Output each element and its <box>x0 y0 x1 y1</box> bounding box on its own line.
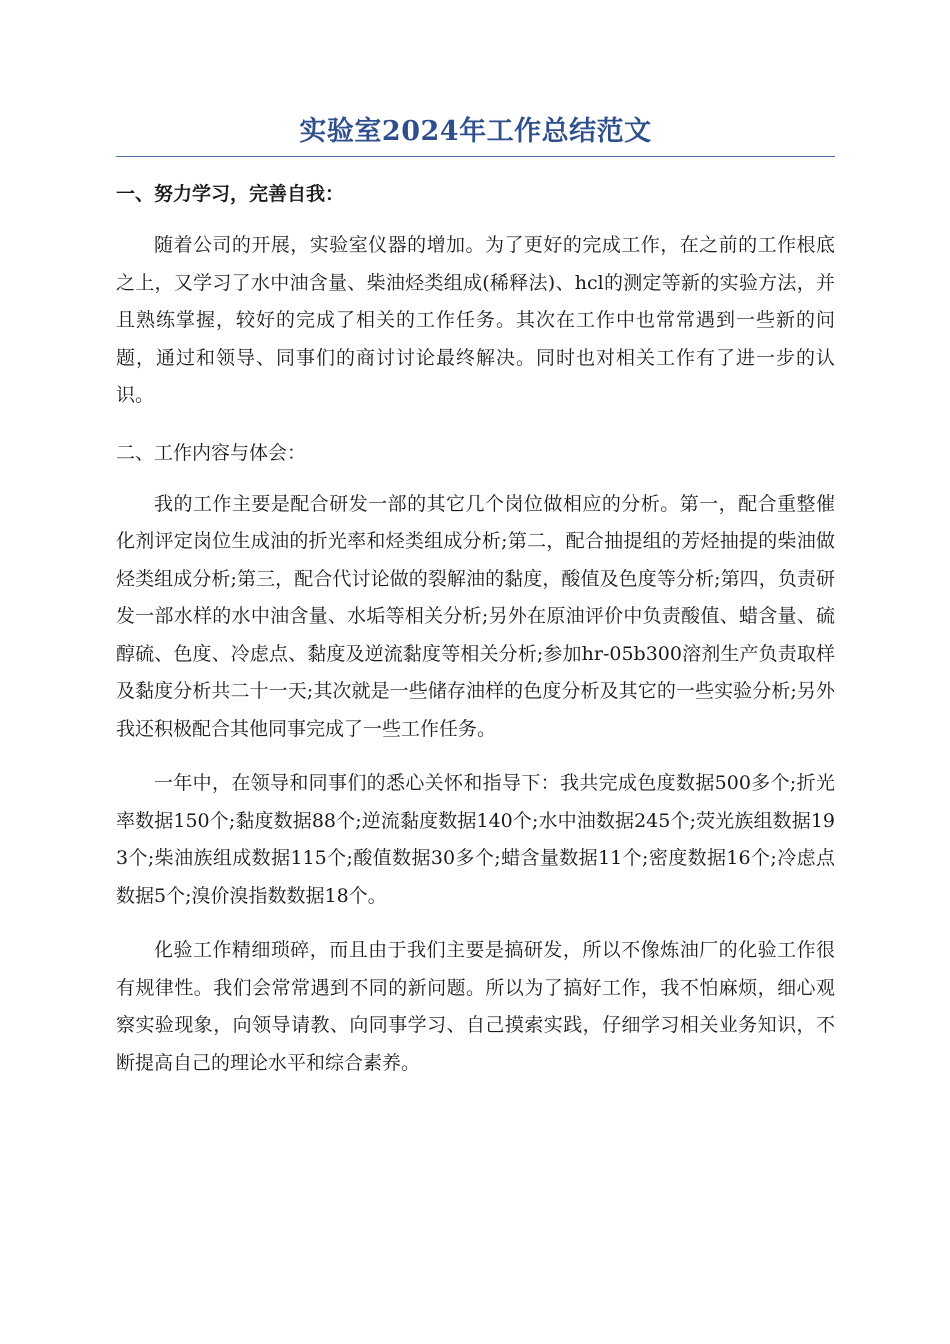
section-2-paragraph-3: 化验工作精细琐碎，而且由于我们主要是搞研发，所以不像炼油厂的化验工作很有规律性。我们会常常遇到不同的新问题。所以为了搞好工作，我不怕麻烦，细心观察实验现象，向领导请教、向同事学习、自己摸索实践，仔细学习相关业务知识，不断提高自己的理论水平和综合素养。 <box>116 939 835 1074</box>
document-title: 实验室2024年工作总结范文 <box>116 110 835 157</box>
section-2-heading: 二、工作内容与体会： <box>116 441 307 464</box>
section-2-paragraph-1: 我的工作主要是配合研发一部的其它几个岗位做相应的分析。第一，配合重整催化剂评定岗位生成油的折光率和烃类组成分析;第二，配合抽提组的芳烃抽提的柴油做烃类组成分析;第三，配合代讨论做的裂解油的黏度，酸值及色度等分析;第四，负责研发一部水样的水中油含量、水垢等相关分析;另外在原油评价中负责酸值、蜡含量、硫醇硫、色度、冷虑点、黏度及逆流黏度等相关分析;参加hr-05b300溶剂生产负责取样及黏度分析共二十一天;其次就是一些储存油样的色度分析及其它的一些实验分析;另外我还积极配合其他同事完成了一些工作任务。 <box>116 492 835 740</box>
section-1-paragraph: 随着公司的开展，实验室仪器的增加。为了更好的完成工作，在之前的工作根底之上，又学习了水中油含量、柴油烃类组成(稀释法)、hcl的测定等新的实验方法，并且熟练掌握，较好的完成了相关的工作任务。其次在工作中也常常遇到一些新的问题，通过和领导、同事们的商讨讨论最终解决。同时也对相关工作有了进一步的认识。 <box>116 234 835 406</box>
section-2-paragraph-2: 一年中，在领导和同事们的悉心关怀和指导下：我共完成色度数据500多个;折光率数据150个;黏度数据88个;逆流黏度数据140个;水中油数据245个;荧光族组数据193个;柴油族组成数据115个;酸值数据30多个;蜡含量数据11个;密度数据16个;冷虑点数据5个;溴价溴指数数据18个。 <box>116 772 835 907</box>
document-page <box>116 110 835 1082</box>
section-1-heading: 一、努力学习，完善自我： <box>116 183 345 205</box>
